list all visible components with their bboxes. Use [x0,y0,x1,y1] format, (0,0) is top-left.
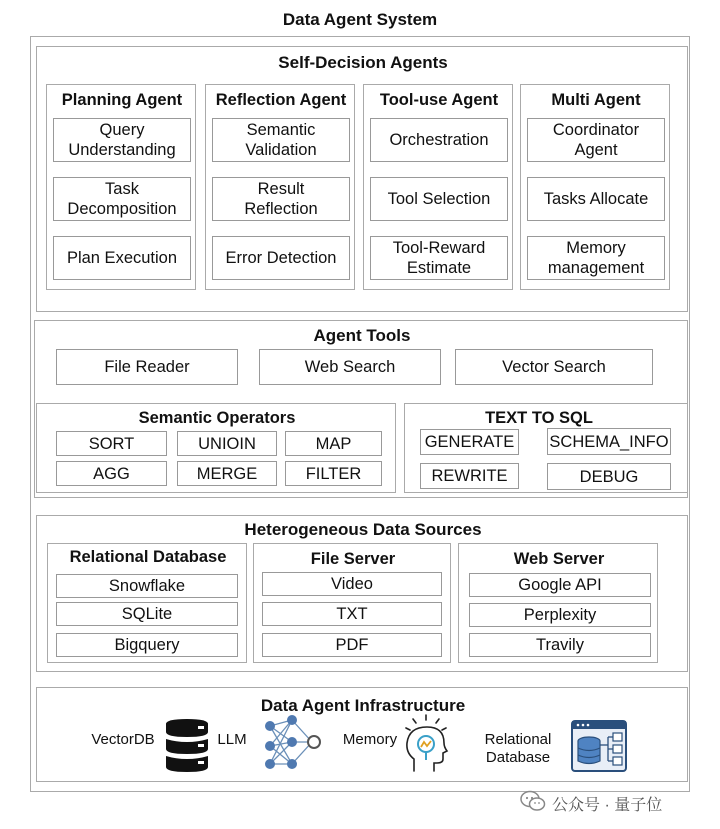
memory-management-box: Memory management [527,236,665,280]
semantic-operators-title: Semantic Operators [138,409,296,427]
video-box: Video [262,572,442,596]
rewrite-op-box: REWRITE [420,463,519,489]
multi-agent-card [520,84,670,290]
web-server-group [458,543,658,663]
planning-agent-card [46,84,196,290]
agent-tools-title: Agent Tools [313,326,411,345]
generate-op-box: GENERATE [420,429,519,455]
self-decision-title: Self-Decision Agents [278,53,448,72]
filter-op-box: FILTER [285,461,382,486]
database-table-icon [570,719,628,773]
multi-agent-title: Multi Agent [551,91,641,109]
sort-op-box: SORT [56,431,167,456]
brain-head-icon [400,713,452,775]
map-op-box: MAP [285,431,382,456]
semantic-validation-box: Semantic Validation [212,118,350,162]
sqlite-box: SQLite [56,602,238,626]
query-understanding-box: Query Understanding [53,118,191,162]
diagram-title: Data Agent System [282,10,438,29]
coordinator-agent-box: Coordinator Agent [527,118,665,162]
bigquery-box: Bigquery [56,633,238,657]
reflection-agent-card [205,84,355,290]
neural-network-icon [260,712,324,774]
google-api-box: Google API [469,573,651,597]
debug-op-box: DEBUG [547,463,671,490]
infrastructure-title: Data Agent Infrastructure [260,696,466,715]
tool-use-agent-card [363,84,513,290]
tool-selection-box: Tool Selection [370,177,508,221]
task-decomposition-box: Task Decomposition [53,177,191,221]
orchestration-box: Orchestration [370,118,508,162]
tool-use-agent-title: Tool-use Agent [379,91,499,109]
tool-reward-estimate-box: Tool-Reward Estimate [370,236,508,280]
wechat-icon [520,790,546,812]
watermark-text: 公众号 · 量子位 [552,797,663,814]
memory-label: Memory [342,731,398,748]
pdf-box: PDF [262,633,442,657]
unioin-op-box: UNIOIN [177,431,277,456]
data-sources-title: Heterogeneous Data Sources [244,520,482,539]
relational-database-infra-label: Relational Database [484,731,552,766]
txt-box: TXT [262,602,442,626]
reflection-agent-title: Reflection Agent [215,91,347,109]
planning-agent-title: Planning Agent [61,91,183,109]
schema-info-op-box: SCHEMA_INFO [547,428,671,455]
text-to-sql-title: TEXT TO SQL [485,409,593,427]
plan-execution-box: Plan Execution [53,236,191,280]
llm-label: LLM [217,731,247,748]
web-search-box: Web Search [259,349,441,385]
relational-database-title: Relational Database [69,548,227,566]
vectordb-label: VectorDB [91,731,155,748]
error-detection-box: Error Detection [212,236,350,280]
travily-box: Travily [469,633,651,657]
vector-search-box: Vector Search [455,349,653,385]
agg-op-box: AGG [56,461,167,486]
database-stack-icon [162,718,212,774]
relational-database-group [47,543,247,663]
file-server-group [253,543,451,663]
result-reflection-box: Result Reflection [212,177,350,221]
web-server-title: Web Server [513,550,605,568]
file-server-title: File Server [310,550,396,568]
snowflake-box: Snowflake [56,574,238,598]
merge-op-box: MERGE [177,461,277,486]
file-reader-box: File Reader [56,349,238,385]
tasks-allocate-box: Tasks Allocate [527,177,665,221]
perplexity-box: Perplexity [469,603,651,627]
